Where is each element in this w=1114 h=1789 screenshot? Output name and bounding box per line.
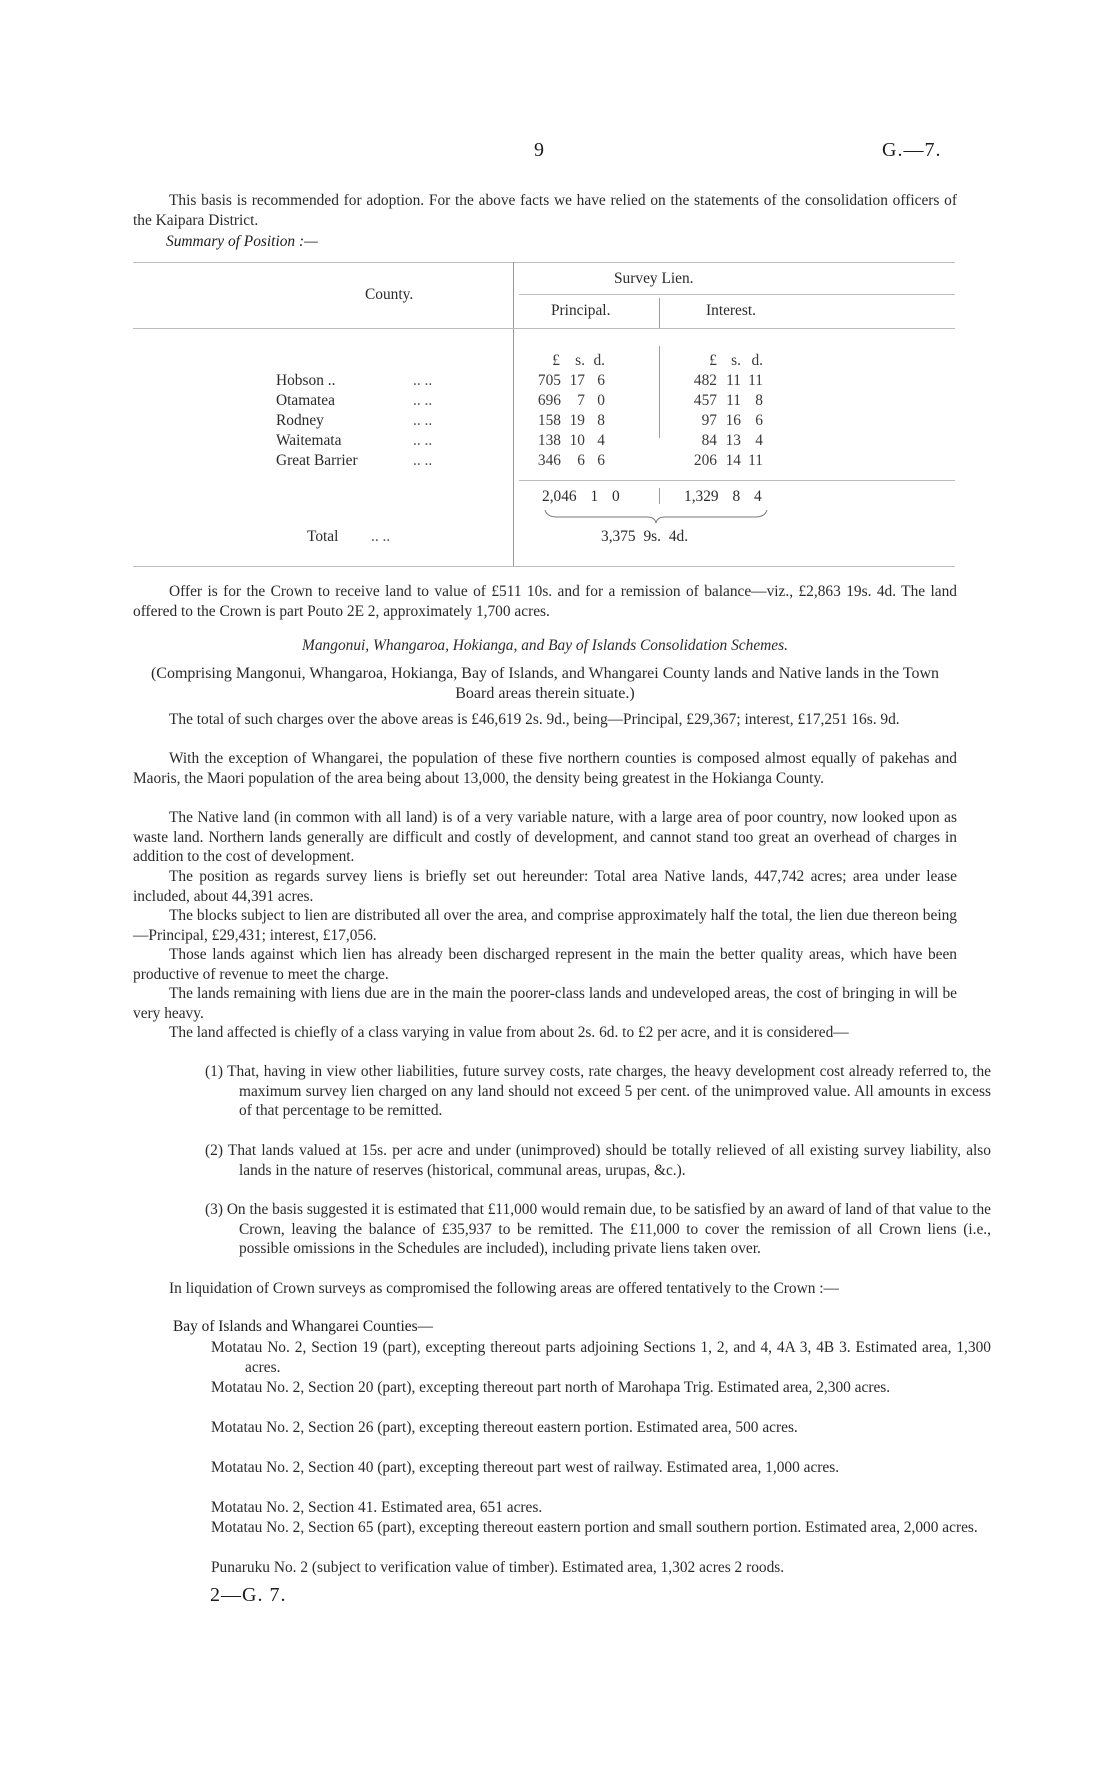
interest-pence: 11 [748,452,763,469]
page-number: 9 [534,139,544,161]
subtotal-divider [659,488,660,504]
body-paragraph: The blocks subject to lien are distributed all over the area, and comprise approximately half the total, the lien due thereon being—Principal, £29,431; interest, £17,056. [133,907,957,944]
principal-pounds: 138 [537,432,561,449]
list-item: Motatau No. 2, Section 40 (part), excepting thereout part west of railway. Estimated area, 1,000 acres. [211,1459,840,1476]
leader-dots: .. .. [413,452,433,469]
subtotal-rule [519,480,955,481]
interest-shillings: 11 [726,372,741,389]
interest-pence: 4 [755,432,763,449]
principal-pence: 8 [597,412,605,429]
section-subtitle: (Comprising Mangonui, Whangaroa, Hokianga, Bay of Islands, and Whangarei County lands and Native lands in the Town Board areas therein situate.) [150,665,940,702]
principal-interest-header-divider [659,298,660,328]
list-item: (3) On the basis suggested it is estimated that £11,000 would remain due, to be satisfied by an award of land of that value to the Crown, leaving the balance of £35,937 to be remitted. The £11,000 to cover the remission of all Crown liens (i.e., possible omissions in the Schedules are included), including private liens taken over. [205,1201,991,1258]
interest-subtotal: 1,329 8 4 [684,488,762,505]
list-item: Motatau No. 2, Section 20 (part), excepting thereout part north of Marohapa Trig. Estimated area, 2,300 acres. [211,1379,891,1396]
total-label: Total [307,528,339,545]
interest-column-header: Interest. [706,302,756,319]
interest-shillings: 14 [725,452,741,469]
principal-shillings: 7 [577,392,585,409]
interest-shillings-unit: s. [731,352,741,369]
principal-pounds: 696 [537,392,561,409]
county-name: Otamatea [276,392,335,409]
principal-pounds: 705 [537,372,561,389]
list-item: (2) That lands valued at 15s. per acre and under (unimproved) should be totally relieved of all existing survey liability, also lands in the nature of reserves (historical, communal areas, urupas, &c.). [205,1142,991,1179]
grand-total: 3,375 9s. 4d. [601,528,689,545]
county-name: Rodney [276,412,324,429]
principal-subtotal: 2,046 1 0 [542,488,620,505]
body-paragraph: The land affected is chiefly of a class varying in value from about 2s. 6d. to £2 per acre, and it is considered— [169,1024,849,1041]
interest-pence: 8 [755,392,763,409]
principal-shillings-unit: s. [575,352,585,369]
interest-shillings: 16 [725,412,741,429]
list-item: Motatau No. 2, Section 19 (part), excepting thereout parts adjoining Sections 1, 2, and 4, 4A 3, 4B 3. Estimated area, 1,300 acres. [211,1339,991,1376]
body-paragraph: With the exception of Whangarei, the population of these five northern counties is composed almost equally of pakehas and Maoris, the Maori population of the area being about 13,000, the density being greatest in the Hokianga County. [133,750,957,787]
county-name: Waitemata [276,432,342,449]
table-column-divider [513,262,514,566]
interest-pounds: 206 [693,452,717,469]
counties-heading: Bay of Islands and Whangarei Counties— [173,1318,434,1335]
principal-pence: 4 [597,432,605,449]
interest-pounds: 457 [693,392,717,409]
survey-lien-group-header: Survey Lien. [614,270,694,287]
county-column-header: County. [365,286,414,303]
leader-dots: .. .. [413,432,433,449]
interest-pence: 6 [755,412,763,429]
principal-pence: 6 [597,372,605,389]
principal-pounds: 158 [537,412,561,429]
list-item: (1) That, having in view other liabilities, future survey costs, rate charges, the heavy development cost already referred to, the maximum survey lien charged on any land should not exceed 5 per cent. of the unimproved value. All amounts in excess of that percentage to be remitted. [205,1063,991,1120]
summary-heading: Summary of Position :— [166,233,318,250]
principal-pounds-unit: £ [552,352,560,369]
signature-mark: 2—G. 7. [210,1584,287,1606]
county-name: Great Barrier [276,452,358,469]
list-item: Motatau No. 2, Section 65 (part), excepting thereout eastern portion and small southern portion. Estimated area, 2,000 acres. [211,1519,978,1536]
leader-dots: .. .. [413,372,433,389]
interest-pounds: 482 [693,372,717,389]
interest-shillings: 13 [725,432,741,449]
interest-pence: 11 [748,372,763,389]
body-paragraph: The position as regards survey liens is briefly set out hereunder: Total area Native lands, 447,742 acres; area under lease included, about 44,391 acres. [133,868,957,905]
principal-shillings: 6 [577,452,585,469]
principal-shillings: 10 [569,432,585,449]
principal-pounds: 346 [537,452,561,469]
principal-pence: 0 [597,392,605,409]
table-top-rule [133,262,955,263]
principal-interest-body-divider [659,346,660,438]
table-bottom-rule [133,566,955,567]
intro-paragraph: This basis is recommended for adoption. For the above facts we have relied on the statements of the consolidation officers of the Kaipara District. [133,192,957,229]
header-bottom-rule [133,328,955,329]
list-item: Motatau No. 2, Section 41. Estimated area, 651 acres. [211,1499,543,1516]
group-header-rule [519,294,955,295]
body-paragraph: The lands remaining with liens due are in the main the poorer-class lands and undeveloped areas, the cost of bringing in will be very heavy. [133,985,957,1022]
county-name: Hobson .. [276,372,336,389]
document-reference: G.—7. [882,139,942,161]
summation-brace-icon [543,508,769,524]
principal-pence-unit: d. [593,352,605,369]
interest-pounds-unit: £ [709,352,717,369]
principal-shillings: 19 [569,412,585,429]
leader-dots: .. .. [413,412,433,429]
interest-pence-unit: d. [751,352,763,369]
principal-pence: 6 [597,452,605,469]
interest-pounds: 84 [701,432,717,449]
body-paragraph: The total of such charges over the above areas is £46,619 2s. 9d., being—Principal, £29,367; interest, £17,251 16s. 9d. [169,711,900,728]
list-item: Punaruku No. 2 (subject to verification value of timber). Estimated area, 1,302 acres 2 roods. [211,1559,785,1576]
interest-pounds: 97 [701,412,717,429]
total-leader-dots: .. .. [371,528,391,545]
leader-dots: .. .. [413,392,433,409]
summary-table [133,262,955,566]
principal-shillings: 17 [569,372,585,389]
body-paragraph: Those lands against which lien has already been discharged represent in the main the better quality areas, which have been productive of revenue to meet the charge. [133,946,957,983]
list-item: Motatau No. 2, Section 26 (part), excepting thereout eastern portion. Estimated area, 500 acres. [211,1419,798,1436]
offer-paragraph: Offer is for the Crown to receive land to value of £511 10s. and for a remission of balance—viz., £2,863 19s. 4d. The land offered to the Crown is part Pouto 2E 2, approximately 1,700 acres. [133,583,957,620]
section-title: Mangonui, Whangaroa, Hokianga, and Bay of Islands Consolidation Schemes. [302,637,788,654]
liquidation-intro: In liquidation of Crown surveys as compromised the following areas are offered tentatively to the Crown :— [169,1280,839,1297]
principal-column-header: Principal. [551,302,611,319]
body-paragraph: The Native land (in common with all land) is of a very variable nature, with a large area of poor country, now looked upon as waste land. Northern lands generally are difficult and costly of development, and cannot stand too great an overhead of charges in addition to the cost of development. [133,809,957,866]
interest-shillings: 11 [726,392,741,409]
